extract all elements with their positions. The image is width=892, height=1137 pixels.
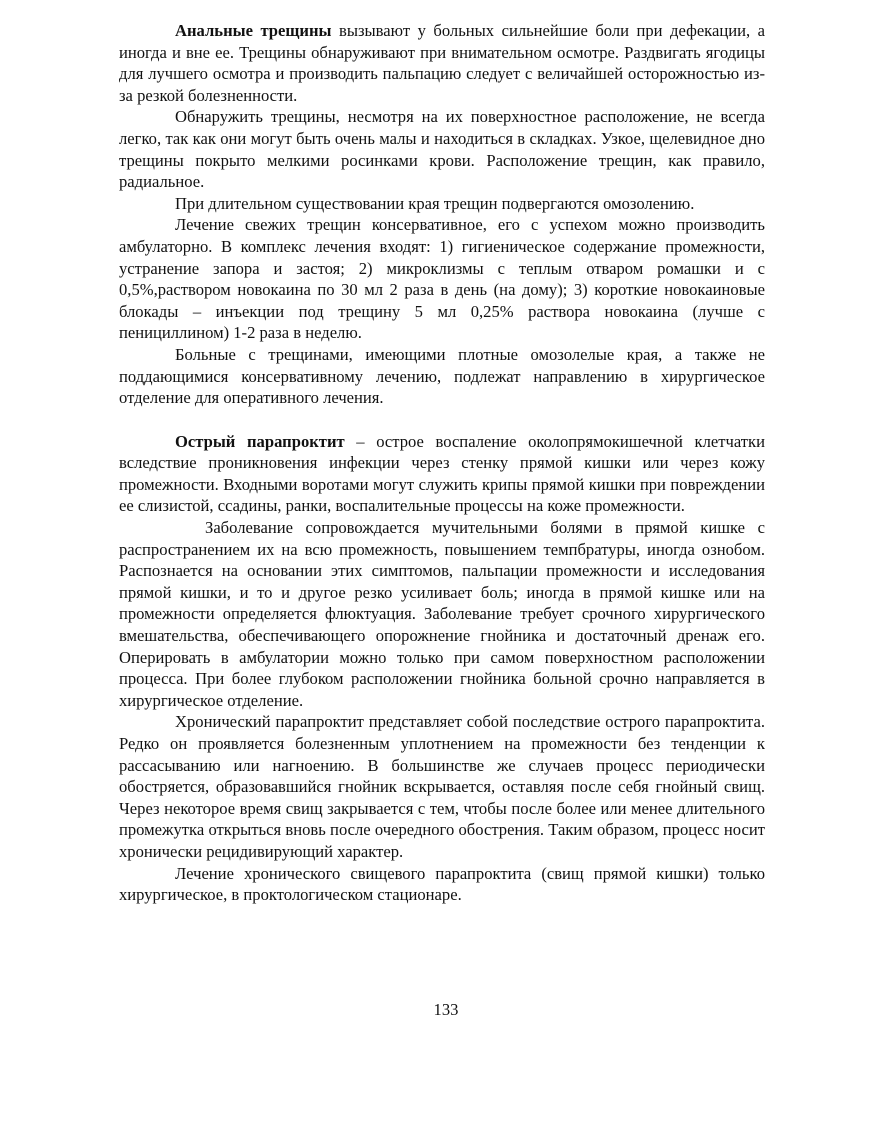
paragraph-text: При длительном существовании края трещин подвергаются омозолению. xyxy=(175,193,695,213)
paragraph-text: Заболевание сопровождается мучительными болями в прямой кишке с распространением их на всю промежность, повышением темпбратуры, иногда ознобом. Распознается на основании этих симптомов, пальпации промежности и исследования прямой кишки, и то и другое резко усиливает боль; иногда в прямой кишке или на промежности определяется флюктуация. Заболевание требует срочного хирургического вмешательства, обеспечивающего опорожнение гнойника и достаточный дренаж его. Оперировать в амбулатории можно только при самом поверхностном расположении процесса. При более глубоком расположении гнойника больной срочно направляется в хирургическое отделение. xyxy=(119,518,765,710)
paragraph-chronic-paraproctitis xyxy=(119,711,765,862)
paragraph-text: Больные с трещинами, имеющими плотные омозолелые края, а также не поддающимися консервативному лечению, подлежат направлению в хирургическое отделение для оперативного лечения. xyxy=(119,344,765,408)
paragraph-fissure-treatment xyxy=(119,214,765,344)
paragraph-fissure-callus xyxy=(119,193,765,215)
paragraph-text: – острое воспаление околопрямокишечной клетчатки вследствие проникновения инфекции через стенку прямой кишки или через кожу промежности. Входными воротами могут служить крипы прямой кишки при повреждении ее слизистой, ссадины, ранки, воспалительные процессы на коже промежности. xyxy=(119,431,765,516)
paragraph-anal-fissures xyxy=(119,20,765,106)
paragraph-chronic-treatment xyxy=(119,863,765,906)
document-page xyxy=(119,20,765,906)
paragraph-fissure-detection xyxy=(119,106,765,192)
paragraph-text: вызывают у больных сильнейшие боли при дефекации, а иногда и вне ее. Трещины обнаруживают при внимательном осмотре. Раздвигать ягодицы для лучшего осмотра и производить пальпацию следует с величайшей осторожностью из-за резкой болезненности. xyxy=(119,21,766,105)
paragraph-text: Лечение свежих трещин консервативное, его с успехом можно производить амбулаторно. В комплекс лечения входят: 1) гигиеническое содержание промежности, устранение запора и застоя; 2) микроклизмы с теплым отваром ромашки и с 0,5%,раствором новокаина по 30 мл 2 раза в день (на дому); 3) короткие новокаиновые блокады – инъекции под трещину 5 мл 0,25% раствора новокаина (лучше с пенициллином) 1-2 раза в неделю. xyxy=(119,215,765,343)
page-number: 133 xyxy=(433,1000,459,1019)
paragraph-text: Лечение хронического свищевого парапроктита (свищ прямой кишки) только хирургическое, в проктологическом стационаре. xyxy=(119,863,765,905)
paragraph-acute-paraproctitis xyxy=(119,431,765,517)
paragraph-acute-symptoms xyxy=(119,517,765,711)
term-anal-fissures: Анальные трещины xyxy=(175,21,332,40)
paragraph-text: Хронический парапроктит представляет собой последствие острого парапроктита. Редко он проявляется болезненным уплотнением на промежности без тенденции к рассасыванию или нагноению. В большинстве же случаев процесс периодически обостряется, образовавшийся гнойник вскрывается, оставляя после себя гнойный свищ. Через некоторое время свищ закрывается с тем, чтобы после более или менее длительного промежутка открыться вновь после очередного обострения. Таким образом, процесс носит хронически рецидивирующий характер. xyxy=(119,712,765,861)
paragraph-fissure-surgery xyxy=(119,344,765,409)
paragraph-text: Обнаружить трещины, несмотря на их поверхностное расположение, не всегда легко, так как они могут быть очень малы и находиться в складках. Узкое, щелевидное дно трещины покрыто мелкими росинками крови. Расположение трещин, как правило, радиальное. xyxy=(119,107,765,192)
term-acute-paraproctitis: Острый парапроктит xyxy=(175,431,345,451)
